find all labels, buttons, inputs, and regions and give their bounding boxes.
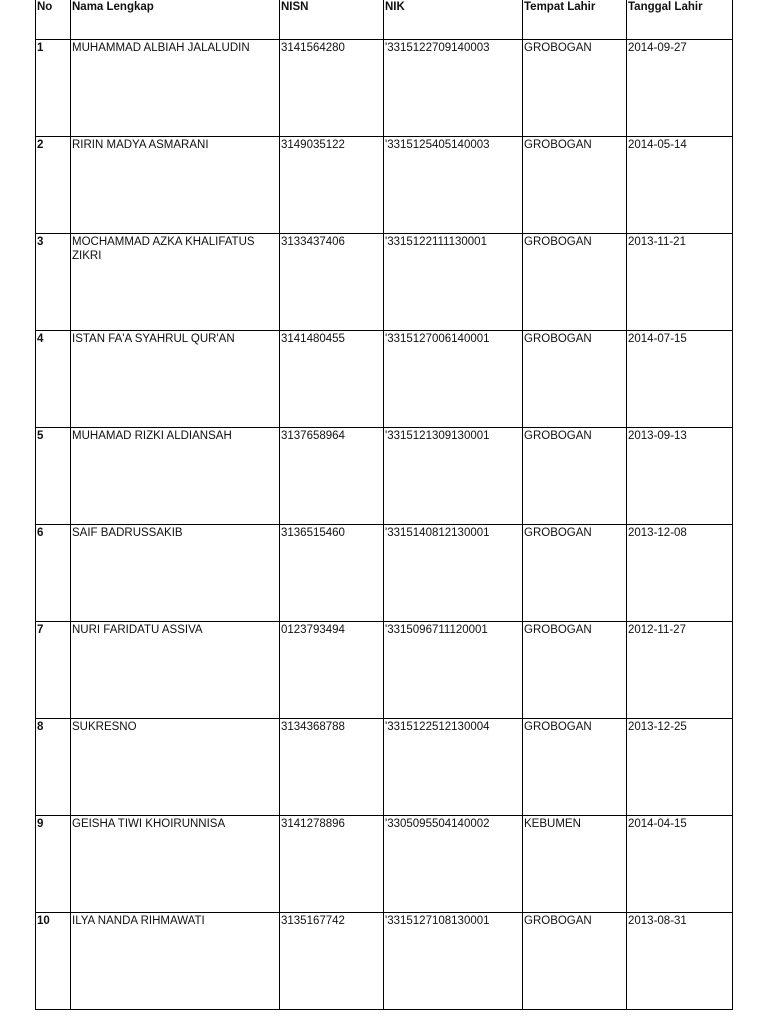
table-row xyxy=(36,816,733,913)
cell-nama-lengkap: SUKRESNO xyxy=(71,719,280,816)
cell-no: 9 xyxy=(36,816,71,913)
cell-tempat-lahir: GROBOGAN xyxy=(523,40,627,137)
cell-no: 6 xyxy=(36,525,71,622)
cell-tempat-lahir: GROBOGAN xyxy=(523,525,627,622)
header-nik: NIK xyxy=(384,0,523,40)
cell-nisn: 3141278896 xyxy=(280,816,384,913)
cell-nisn: 3136515460 xyxy=(280,525,384,622)
cell-tempat-lahir: GROBOGAN xyxy=(523,622,627,719)
cell-tempat-lahir: GROBOGAN xyxy=(523,331,627,428)
cell-nisn: 3135167742 xyxy=(280,913,384,1010)
cell-tanggal-lahir: 2013-08-31 xyxy=(627,913,733,1010)
cell-nama-lengkap: ILYA NANDA RIHMAWATI xyxy=(71,913,280,1010)
cell-tanggal-lahir: 2013-11-21 xyxy=(627,234,733,331)
cell-nik: '3305095504140002 xyxy=(384,816,523,913)
cell-tempat-lahir: KEBUMEN xyxy=(523,816,627,913)
cell-nik: '3315122111130001 xyxy=(384,234,523,331)
cell-tempat-lahir: GROBOGAN xyxy=(523,428,627,525)
cell-nisn: 0123793494 xyxy=(280,622,384,719)
table-row xyxy=(36,234,733,331)
cell-nisn: 3149035122 xyxy=(280,137,384,234)
cell-nisn: 3141564280 xyxy=(280,40,384,137)
cell-no: 10 xyxy=(36,913,71,1010)
cell-tempat-lahir: GROBOGAN xyxy=(523,234,627,331)
cell-tanggal-lahir: 2013-09-13 xyxy=(627,428,733,525)
cell-tanggal-lahir: 2014-07-15 xyxy=(627,331,733,428)
header-tanggal-lahir: Tanggal Lahir xyxy=(627,0,733,40)
cell-nik: '3315140812130001 xyxy=(384,525,523,622)
cell-tanggal-lahir: 2014-04-15 xyxy=(627,816,733,913)
cell-nik: '3315121309130001 xyxy=(384,428,523,525)
table-header xyxy=(36,0,733,40)
cell-no: 5 xyxy=(36,428,71,525)
cell-nama-lengkap: ISTAN FA'A SYAHRUL QUR'AN xyxy=(71,331,280,428)
cell-nama-lengkap: NURI FARIDATU ASSIVA xyxy=(71,622,280,719)
table-row xyxy=(36,137,733,234)
cell-nama-lengkap: SAIF BADRUSSAKIB xyxy=(71,525,280,622)
cell-tanggal-lahir: 2012-11-27 xyxy=(627,622,733,719)
cell-nik: '3315125405140003 xyxy=(384,137,523,234)
cell-nisn: 3137658964 xyxy=(280,428,384,525)
table-row xyxy=(36,719,733,816)
cell-no: 4 xyxy=(36,331,71,428)
table-row xyxy=(36,622,733,719)
cell-no: 2 xyxy=(36,137,71,234)
cell-tempat-lahir: GROBOGAN xyxy=(523,137,627,234)
table-row xyxy=(36,331,733,428)
table-row xyxy=(36,428,733,525)
cell-no: 7 xyxy=(36,622,71,719)
cell-nama-lengkap: MUHAMMAD ALBIAH JALALUDIN xyxy=(71,40,280,137)
cell-nama-lengkap: GEISHA TIWI KHOIRUNNISA xyxy=(71,816,280,913)
cell-no: 3 xyxy=(36,234,71,331)
cell-tanggal-lahir: 2014-05-14 xyxy=(627,137,733,234)
cell-nik: '3315122709140003 xyxy=(384,40,523,137)
header-row xyxy=(36,0,733,40)
cell-no: 1 xyxy=(36,40,71,137)
table-row xyxy=(36,525,733,622)
cell-nama-lengkap: MUHAMAD RIZKI ALDIANSAH xyxy=(71,428,280,525)
header-tempat-lahir: Tempat Lahir xyxy=(523,0,627,40)
cell-nik: '3315122512130004 xyxy=(384,719,523,816)
cell-tempat-lahir: GROBOGAN xyxy=(523,719,627,816)
cell-no: 8 xyxy=(36,719,71,816)
cell-tanggal-lahir: 2014-09-27 xyxy=(627,40,733,137)
cell-nisn: 3141480455 xyxy=(280,331,384,428)
header-nisn: NISN xyxy=(280,0,384,40)
cell-nik: '3315096711120001 xyxy=(384,622,523,719)
cell-tanggal-lahir: 2013-12-08 xyxy=(627,525,733,622)
student-table xyxy=(35,0,733,1010)
cell-nama-lengkap: MOCHAMMAD AZKA KHALIFATUS ZIKRI xyxy=(71,234,280,331)
cell-nama-lengkap: RIRIN MADYA ASMARANI xyxy=(71,137,280,234)
table-body xyxy=(36,40,733,1010)
cell-nik: '3315127006140001 xyxy=(384,331,523,428)
cell-nisn: 3134368788 xyxy=(280,719,384,816)
table-row xyxy=(36,40,733,137)
table-row xyxy=(36,913,733,1010)
header-nama-lengkap: Nama Lengkap xyxy=(71,0,280,40)
cell-tempat-lahir: GROBOGAN xyxy=(523,913,627,1010)
cell-nik: '3315127108130001 xyxy=(384,913,523,1010)
cell-nisn: 3133437406 xyxy=(280,234,384,331)
cell-tanggal-lahir: 2013-12-25 xyxy=(627,719,733,816)
header-no: No xyxy=(36,0,71,40)
